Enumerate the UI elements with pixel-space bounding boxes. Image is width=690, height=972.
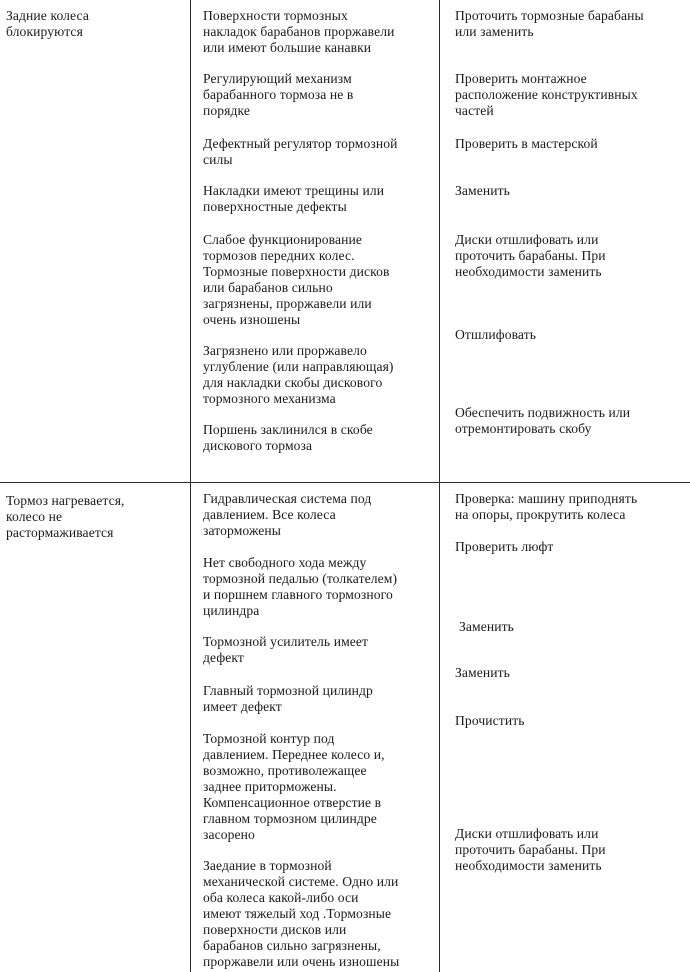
remedy-cell: Заменить bbox=[455, 665, 510, 680]
symptom-cell: Задние колеса блокируются bbox=[6, 8, 89, 39]
remedy-cell: Заменить bbox=[455, 183, 510, 198]
cause-cell: Слабое функционирование тормозов передних колес. Тормозные поверхности дисков или барабанов сильно загрязнены, проржавели или очень изношены bbox=[203, 232, 390, 327]
cause-cell: Поверхности тормозных накладок барабанов проржавели или имеют большие канавки bbox=[203, 8, 395, 55]
cause-cell: Накладки имеют трещины или поверхностные дефекты bbox=[203, 183, 385, 214]
cause-cell: Гидравлическая система под давлением. Все колеса заторможены bbox=[203, 491, 372, 538]
remedy-cell: Проточить тормозные барабаны или заменить bbox=[455, 8, 644, 39]
cause-cell: Дефектный регулятор тормозной силы bbox=[203, 136, 398, 167]
remedy-cell: Обеспечить подвижность или отремонтировать скобу bbox=[455, 405, 631, 436]
remedy-cell: Диски отшлифовать или проточить барабаны. При необходимости заменить bbox=[455, 826, 606, 873]
remedy-cell: Отшлифовать bbox=[455, 327, 537, 342]
cause-cell: Нет свободного хода между тормозной педалью (толкателем) и поршнем главного тормозного цилиндра bbox=[203, 555, 398, 618]
cause-cell: Тормозной усилитель имеет дефект bbox=[203, 634, 369, 665]
remedy-cell: Диски отшлифовать или проточить барабаны. При необходимости заменить bbox=[455, 232, 606, 279]
remedy-cell: Прочистить bbox=[455, 713, 525, 728]
cause-cell: Главный тормозной цилиндр имеет дефект bbox=[203, 683, 373, 714]
column-divider-left bbox=[190, 0, 191, 972]
cause-cell: Поршень заклинился в скобе дискового тормоза bbox=[203, 422, 373, 453]
remedy-cell: Проверить монтажное расположение конструктивных частей bbox=[455, 71, 638, 118]
column-divider-right bbox=[439, 0, 440, 972]
symptom-cell: Тормоз нагревается, колесо не растормаживается bbox=[6, 493, 125, 540]
cause-cell: Тормозной контур под давлением. Переднее колесо и, возможно, противолежащее заднее приторможены. Компенсационное отверстие в главном тормозном цилиндре засорено bbox=[203, 731, 385, 842]
remedy-cell: Проверка: машину приподнять на опоры, прокрутить колеса bbox=[455, 491, 638, 522]
cause-cell: Заедание в тормозной механической системе. Одно или оба колеса какой-либо оси имеют тяжелый ход .Тормозные поверхности дисков или барабанов сильно загрязнены, проржавели или очень изношены bbox=[203, 858, 400, 969]
remedy-cell: Проверить в мастерской bbox=[455, 136, 598, 151]
remedy-cell: Проверить люфт bbox=[455, 539, 554, 554]
remedy-cell: Заменить bbox=[459, 619, 514, 634]
cause-cell: Загрязнено или проржавело углубление (или направляющая) для накладки скобы дискового тормозного механизма bbox=[203, 343, 394, 406]
cause-cell: Регулирующий механизм барабанного тормоза не в порядке bbox=[203, 71, 354, 118]
row-divider bbox=[0, 482, 690, 483]
